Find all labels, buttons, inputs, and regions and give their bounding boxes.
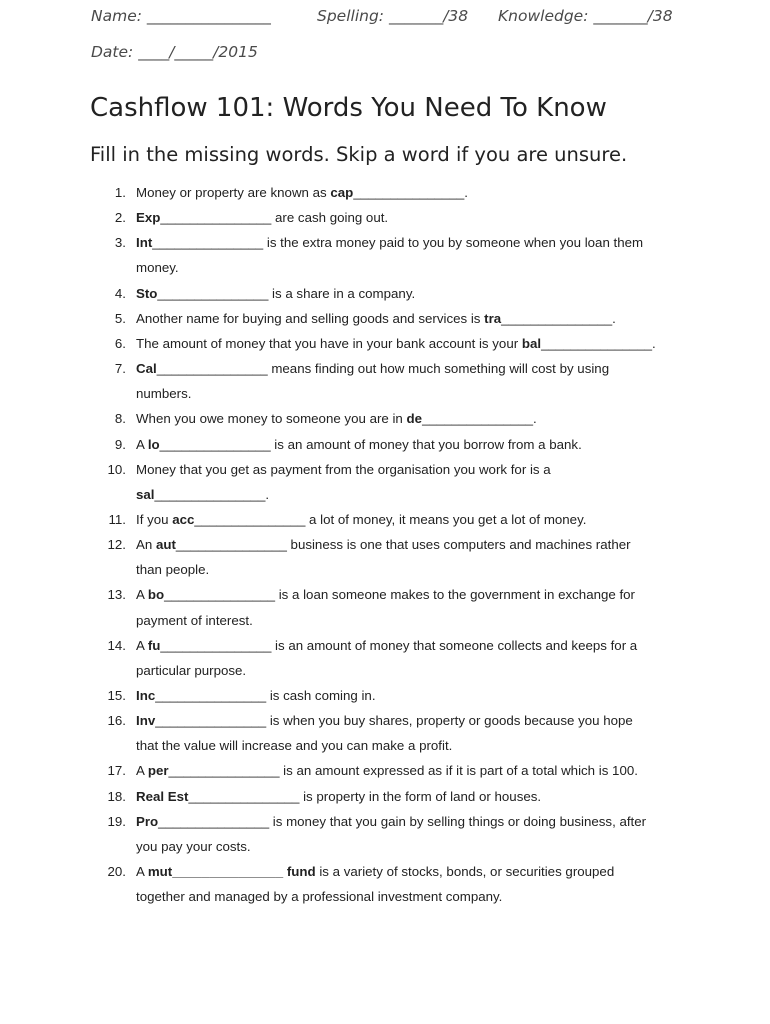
- word-hint: acc: [172, 511, 195, 527]
- question-fragment: money.: [136, 260, 179, 276]
- question-text: [136, 507, 586, 532]
- question-fragment: you pay your costs.: [136, 838, 251, 854]
- question-fragment: The amount of money that you have in your bank account is your: [136, 335, 522, 351]
- question-fragment: _______________ is property in the form of land or houses.: [188, 788, 542, 804]
- question-number: 14.: [107, 637, 126, 653]
- question-number: 13.: [107, 587, 126, 603]
- question-text: [136, 809, 646, 834]
- word-hint: de: [406, 411, 423, 427]
- word-hint: Inv: [136, 713, 156, 729]
- question-fragment: A: [136, 864, 148, 880]
- question-fragment: _______________ is cash coming in.: [155, 688, 376, 703]
- question-fragment: _______________ is a share in a company.: [157, 285, 416, 301]
- question-number: 8.: [114, 411, 126, 427]
- word-hint: bal: [521, 335, 542, 351]
- question-fragment: An: [136, 537, 156, 553]
- question-fragment: _______________ is an amount expressed as if it is part of a total which is 100.: [168, 763, 638, 779]
- question-text: [136, 532, 631, 557]
- question-fragment: Money or property are known as: [136, 185, 331, 200]
- question-fragment: _______________ means finding out how much something will cost by using: [156, 361, 610, 377]
- question-fragment: A: [136, 763, 148, 779]
- question-fragment: together and managed by a professional investment company.: [136, 889, 503, 905]
- word-hint: bo: [147, 587, 165, 603]
- question-text: [136, 457, 551, 482]
- question-fragment: _______________.: [154, 486, 270, 502]
- question-text: [136, 306, 616, 331]
- question-fragment: _______________.: [501, 310, 616, 326]
- question-text: [136, 733, 452, 758]
- question-number: 2.: [114, 210, 126, 226]
- word-hint: Exp: [136, 210, 161, 226]
- question-fragment: If you: [136, 511, 173, 527]
- word-hint: Pro: [136, 813, 159, 829]
- question-fragment: When you owe money to someone you are in: [136, 411, 407, 427]
- question-fragment: _______________ is a loan someone makes to the government in exchange for: [164, 587, 635, 603]
- question-text: [136, 884, 502, 909]
- question-fragment: A: [136, 436, 148, 452]
- question-number: 1.: [114, 185, 126, 200]
- question-fragment: _______________ is the extra money paid to you by someone when you loan them: [152, 235, 644, 251]
- question-number: 3.: [114, 235, 126, 251]
- question-text: [136, 180, 468, 205]
- question-fragment: particular purpose.: [136, 662, 247, 678]
- question-number: 5.: [114, 310, 126, 326]
- question-fragment: _______________ is an amount of money that you borrow from a bank.: [159, 436, 582, 452]
- question-number: 9.: [114, 436, 126, 452]
- word-hint: mut: [147, 864, 173, 880]
- question-fragment: than people.: [136, 562, 210, 578]
- question-number: 4.: [114, 285, 126, 301]
- question-fragment: _______________.: [422, 411, 537, 427]
- question-text: [136, 633, 637, 658]
- question-text: [136, 683, 376, 708]
- question-fragment: that the value will increase and you can make a profit.: [136, 738, 453, 754]
- question-fragment: _______________.: [353, 185, 468, 200]
- question-fragment: _______________ are cash going out.: [160, 210, 389, 226]
- word-hint: Int: [136, 235, 153, 251]
- question-number: 20.: [107, 864, 126, 880]
- question-text: [136, 230, 643, 255]
- question-text: [136, 381, 191, 406]
- question-text: [136, 482, 269, 507]
- question-number: 10.: [107, 461, 126, 477]
- date-field: Date: ____/_____/2015: [91, 43, 258, 61]
- question-fragment: _______________ is an amount of money that someone collects and keeps for a: [160, 637, 638, 653]
- question-text: [136, 356, 609, 381]
- question-text: [136, 281, 415, 306]
- word-hint: per: [147, 763, 169, 779]
- word-hint: Cal: [136, 361, 157, 377]
- question-text: [136, 406, 537, 431]
- question-number: 15.: [107, 688, 126, 703]
- question-text: [136, 432, 582, 457]
- question-number: 17.: [107, 763, 126, 779]
- word-hint: cap: [330, 185, 354, 200]
- question-text: [136, 784, 541, 809]
- question-text: [136, 834, 251, 859]
- question-fragment: _______________ a lot of money, it means you get a lot of money.: [194, 511, 587, 527]
- word-hint: aut: [155, 537, 176, 553]
- question-text: [136, 582, 635, 607]
- question-text: [136, 608, 253, 633]
- word-hint: Inc: [136, 688, 156, 703]
- question-number: 19.: [107, 813, 126, 829]
- question-text: [136, 859, 614, 884]
- question-fragment: A: [136, 587, 148, 603]
- question-text: [136, 255, 179, 280]
- question-fragment: _______________ is money that you gain by selling things or doing business, after: [158, 813, 647, 829]
- question-fragment: _______________ business is one that uses computers and machines rather: [175, 537, 631, 553]
- knowledge-score: Knowledge: _______/38: [498, 7, 673, 25]
- instructions: Fill in the missing words. Skip a word if you are unsure.: [90, 143, 628, 166]
- question-fragment: A: [136, 637, 148, 653]
- question-text: [136, 331, 656, 356]
- question-fragment: Another name for buying and selling goods and services is: [136, 310, 485, 326]
- page-title: Cashflow 101: Words You Need To Know: [90, 93, 607, 123]
- question-number: 12.: [107, 537, 126, 553]
- question-number: 16.: [107, 713, 126, 729]
- question-fragment: numbers.: [136, 386, 192, 402]
- question-fragment: _______________.: [541, 335, 656, 351]
- question-text: [136, 708, 633, 733]
- question-fragment: _______________ is when you buy shares, property or goods because you hope: [155, 713, 633, 729]
- word-hint: sal: [136, 486, 155, 502]
- word-hint: _______________ fund: [172, 864, 316, 880]
- word-hint: fu: [147, 637, 161, 653]
- word-hint: lo: [147, 436, 160, 452]
- question-number: 6.: [114, 335, 126, 351]
- question-text: [136, 658, 246, 683]
- word-hint: Sto: [136, 285, 158, 301]
- question-text: [136, 758, 638, 783]
- question-text: [136, 557, 209, 582]
- question-fragment: Money that you get as payment from the organisation you work for is a: [136, 461, 551, 477]
- name-field: Name: ________________: [91, 7, 271, 25]
- question-number: 18.: [107, 788, 126, 804]
- question-fragment: is a variety of stocks, bonds, or securities grouped: [315, 864, 615, 880]
- word-hint: Real Est: [136, 788, 189, 804]
- question-text: [136, 205, 388, 230]
- question-number: 7.: [114, 361, 126, 377]
- spelling-score: Spelling: _______/38: [317, 7, 469, 25]
- question-fragment: payment of interest.: [136, 612, 253, 628]
- question-number: 11.: [108, 511, 126, 527]
- word-hint: tra: [484, 310, 502, 326]
